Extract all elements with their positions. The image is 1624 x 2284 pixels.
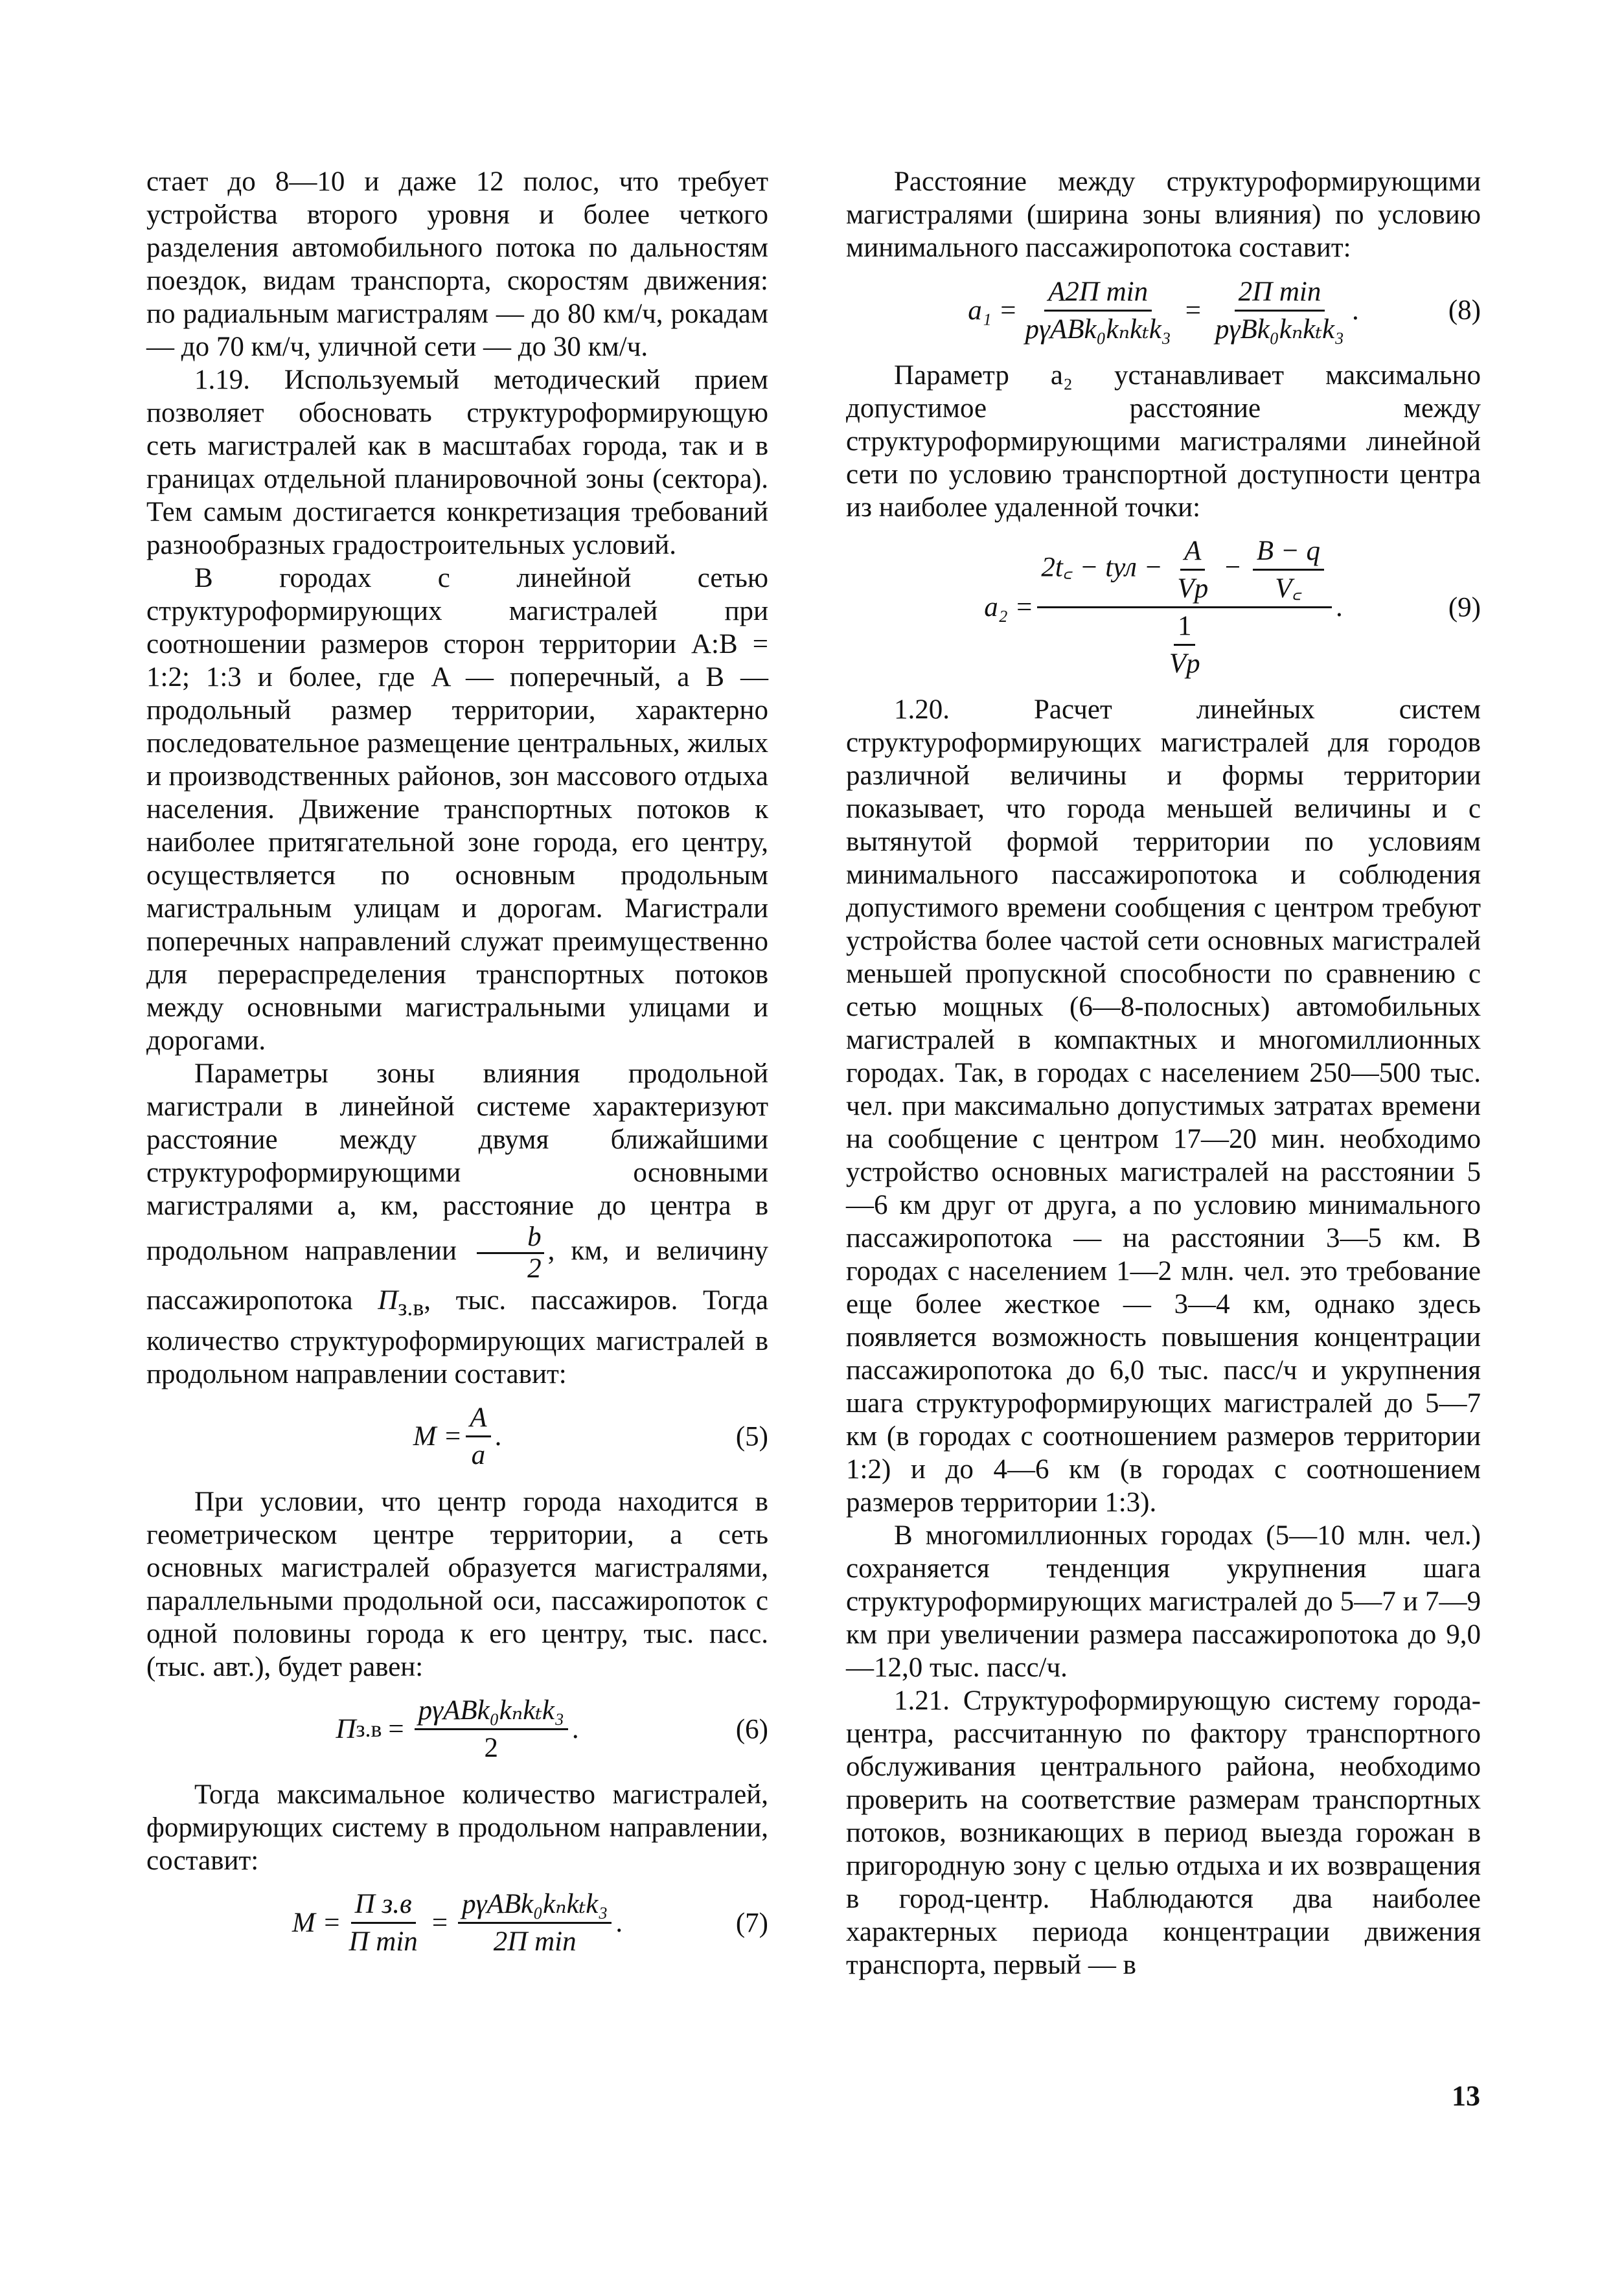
formula-lhs: a₁ = [968,295,1018,326]
fraction-numerator: A [466,1401,490,1437]
fraction-numerator: b [477,1222,544,1254]
formula-lhs: M = [292,1908,341,1939]
equals-sign: = [1185,295,1201,326]
paragraph: Параметр a₂ устанавливает максимально допустимое расстояние между структуроформирующими магистралями линейной сети по условию транспортной доступности центра из наиболее удаленной точки: [846,360,1481,523]
equals-sign: = [431,1908,448,1939]
right-column [846,165,1481,1981]
formula-tail: . [1351,295,1359,326]
fraction-denominator: V꜀ [1275,573,1302,604]
formula-lhs: M = [413,1421,463,1452]
formula-tail: . [494,1421,502,1452]
fraction [415,1694,568,1764]
formula-5 [146,1401,768,1472]
equation-number: (8) [1448,295,1481,326]
text: , тыс. пассажиров. Тогда количество структуроформирующих магистралей в продольном направлении составит: [146,1285,768,1389]
paragraph: Тогда максимальное количество магистралей, формирующих систему в продольном направлении, составит: [146,1779,768,1876]
nested-fraction [1165,610,1204,680]
paragraph: 1.20. Расчет линейных систем структуроформирующих магистралей для городов различной величины и формы территории показывает, что города меньшей величины и с вытянутой формой территории по условиям минимального пассажиропотока и соблюдения допустимого времени сообщения с центром требуют устройства более частой сети основных магистралей меньшей пропускной способности по сравнению с сетью мощных (6—8-полосных) автомобильных магистралей в компактных и многомиллионных городах. Так, в городах с населением 250—500 тыс. чел. при максимально допустимых затратах времени на сообщение с центром 17—20 мин. необходимо устройство основных магистралей на расстоянии 5—6 км друг от друга, а по условию минимального пассажиропотока — на расстоянии 3—5 км. В городах с населением 1—2 млн. чел. это требование еще более жесткое — 3—4 км, однако здесь появляется возможность повышения концентрации пассажиропотока до 6,0 тыс. пасс/ч и укрупнения шага структуроформирующих магистралей до 5—7 км (в городах с соотношением размеров территории 1:2) и до 4—6 км (в городах с соотношением размеров территории 1:3). [846,694,1481,1518]
formula-8 [846,275,1481,346]
fraction [1037,534,1332,680]
fraction [1211,275,1348,346]
fraction-numerator: П з.в [351,1888,416,1924]
minus-sign: − [1222,552,1242,583]
paragraph: Расстояние между структуроформирующими магистралями (ширина зоны влияния) по условию минимального пассажиропотока составит: [846,166,1481,263]
nested-fraction [1173,534,1212,605]
equation-number: (7) [735,1908,768,1939]
equation-number: (6) [735,1714,768,1745]
numerator-text: 2t꜀ − tул − [1041,552,1163,583]
fraction-denominator: pγBk₀kₙkₜk₃ [1215,314,1344,345]
fraction-denominator [1158,608,1212,680]
formula-tail: . [571,1714,579,1745]
fraction-denominator: 2 [527,1253,542,1284]
text: , км, и величину пассажиропотока [146,1235,769,1316]
fraction [466,1401,490,1472]
fraction-denominator: pγABk₀kₙkₜk₃ [1025,314,1171,345]
equation-number: (5) [735,1421,768,1452]
fraction-numerator: B − q [1253,534,1324,571]
symbol: П [378,1285,398,1316]
fraction-numerator: pγABk₀kₙkₜk₃ [415,1694,568,1730]
paragraph: В городах с линейной сетью структуроформирующих магистралей при соотношении размеров сторон территории A:B = 1:2; 1:3 и более, где A — поперечный, а B — продольный размер территории, характерно последовательное размещение центральных, жилых и производственных районов, зон массового отдыха населения. Движение транспортных потоков к наиболее притягательной зоне города, его центру, осуществляется по основным продольным магистральным улицам и дорогам. Магистрали поперечных направлений служат преимущественно для перераспределения транспортных потоков между основными магистральными улицами и дорогами. [146,563,768,1056]
fraction-denominator: П min [349,1926,418,1958]
paragraph: При условии, что центр города находится в геометрическом центре территории, а сеть основных магистралей образуется магистралями, параллельными продольной оси, пассажиропоток с одной половины города к его центру, тыс. пасс. (тыс. авт.), будет равен: [146,1486,768,1682]
paragraph: 1.19. Используемый методический прием позволяет обосновать структуроформирующую сеть магистралей как в масштабах города, так и в границах отдельной планировочной зоны (сектора). Тем самым достигается конкретизация требований разнообразных градостроительных условий. [146,365,768,560]
fraction-numerator [1037,534,1332,608]
formula-tail: . [1336,592,1343,622]
fraction-denominator: a [471,1440,486,1471]
fraction-denominator: Vр [1177,573,1209,604]
fraction-denominator: 2 [484,1733,499,1764]
formula-7 [146,1888,768,1959]
subscript: з.в [356,1716,382,1742]
formula-9 [846,534,1481,680]
fraction-numerator: A2П min [1044,275,1152,312]
paragraph-with-inline-fraction [146,1057,768,1391]
fraction [458,1888,612,1958]
page-number: 13 [1452,2080,1480,2112]
fraction-numerator: A [1180,534,1205,571]
formula-6 [146,1694,768,1765]
fraction-denominator: Vр [1169,648,1200,679]
fraction [345,1888,422,1958]
paragraph: 1.21. Структуроформирующую систему города-центра, рассчитанную по фактору транспортного обслуживания центрального района, необходимо проверить на соответствие размерам транспортных потоков, возникающих в период выезда горожан в пригородную зону с целью отдыха и их возвращения в город-центр. Наблюдаются два наиболее характерных периода концентрации движения транспорта, первый — в [846,1685,1481,1980]
inline-fraction [477,1222,544,1284]
fraction-numerator: pγABk₀kₙkₜk₃ [458,1888,612,1924]
fraction [1021,275,1174,346]
equals-sign: = [388,1714,404,1745]
paragraph: В многомиллионных городах (5—10 млн. чел.) сохраняется тенденция укрупнения шага структуроформирующих магистралей до 5—7 и 7—9 км при увеличении размера пассажиропотока до 9,0—12,0 тыс. пасс/ч. [846,1520,1481,1683]
fraction-numerator: 1 [1174,610,1196,646]
paragraph: стает до 8—10 и даже 12 полос, что требует устройства второго уровня и более четкого разделения автомобильного потока по дальностям поездок, видам транспорта, скоростям движения: по радиальным магистралям — до 80 км/ч, рокадам — до 70 км/ч, уличной сети — до 30 км/ч. [146,166,768,362]
nested-fraction [1253,534,1324,605]
fraction-denominator: 2П min [493,1926,577,1958]
formula-tail: . [615,1908,623,1939]
subscript: з.в [398,1294,424,1321]
fraction-numerator: 2П min [1235,275,1325,312]
text: Параметры зоны влияния продольной магистрали в линейной системе характеризуют расстояние между двумя ближайшими структуроформирующими основными магистралями a, км, расстояние до центра в продольном направлении [146,1058,768,1266]
formula-lhs: П [336,1714,356,1745]
formula-lhs: a₂ = [984,592,1034,622]
equation-number: (9) [1448,592,1481,622]
left-column [146,165,768,1972]
